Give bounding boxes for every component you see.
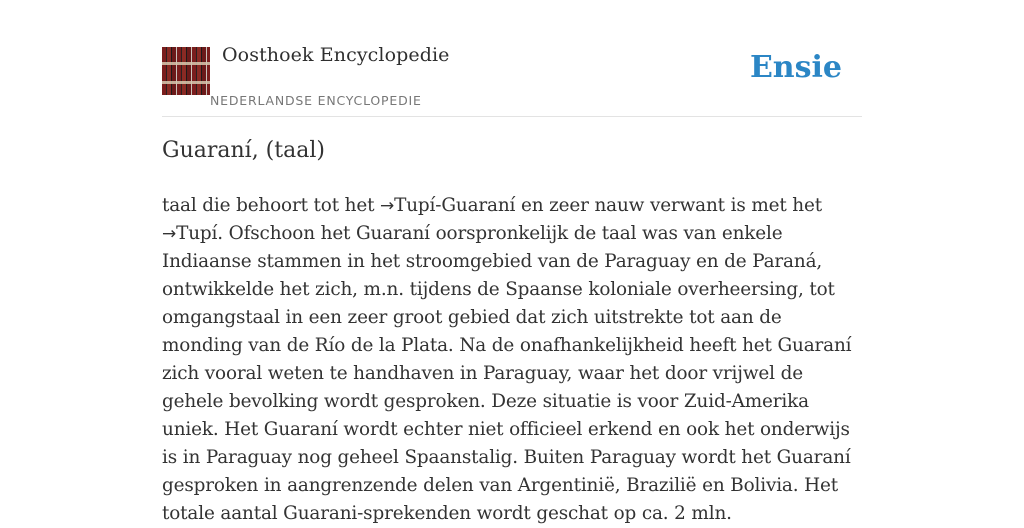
body-text-mid: en zeer nauw verwant is met het	[515, 195, 822, 216]
xref-tupi-label: Tupí	[176, 223, 218, 244]
site-subtitle: NEDERLANDSE ENCYCLOPEDIE	[210, 93, 422, 108]
body-text-main: . Ofschoon het Guaraní oorspronkelijk de taal was van enkele Indiaanse stammen in het stroomgebied van de Paraguay en de Paraná, ontwikkelde het zich, m.n. tijdens de Spaanse koloniale overheersing, tot omgangstaal in een zeer groot gebied dat zich uitstrekte tot aan de monding van de Río de la Plata. Na de onafhankelijkheid heeft het Guaraní zich vooral weten te handhaven in Paraguay, waar het door vrijwel de gehele bevolking wordt gesproken. Deze situatie is voor Zuid-Amerika uniek. Het Guaraní wordt echter niet officieel erkend en ook het onderwijs is in Paraguay nog geheel Spaanstalig. Buiten Paraguay wordt het Guaraní gesproken in aangrenzende delen van Argentinië, Brazilië en Bolivia. Het totale aantal Guarani-sprekenden wordt geschat op ca. 2 mln.	[162, 223, 852, 524]
article-body	[162, 192, 862, 528]
spine-band-top	[162, 62, 210, 65]
xref-tupi-link[interactable]	[162, 223, 217, 244]
article-title: Guaraní, (taal)	[162, 138, 325, 163]
body-text-intro: taal die behoort tot het	[162, 195, 381, 216]
arrow-right-icon: →	[380, 196, 395, 216]
xref-tupi-guarani-link[interactable]	[380, 195, 515, 216]
xref-tupi-guarani-label: Tupí-Guaraní	[394, 195, 516, 216]
book-spines-icon	[162, 47, 210, 95]
spine-band-bottom	[162, 81, 210, 84]
site-title[interactable]: Oosthoek Encyclopedie	[222, 44, 450, 66]
arrow-right-icon: →	[162, 224, 177, 244]
site-avatar[interactable]	[162, 47, 210, 95]
brand-logo[interactable]: Ensie	[749, 50, 842, 85]
page-container	[162, 0, 862, 524]
site-header	[162, 0, 862, 117]
